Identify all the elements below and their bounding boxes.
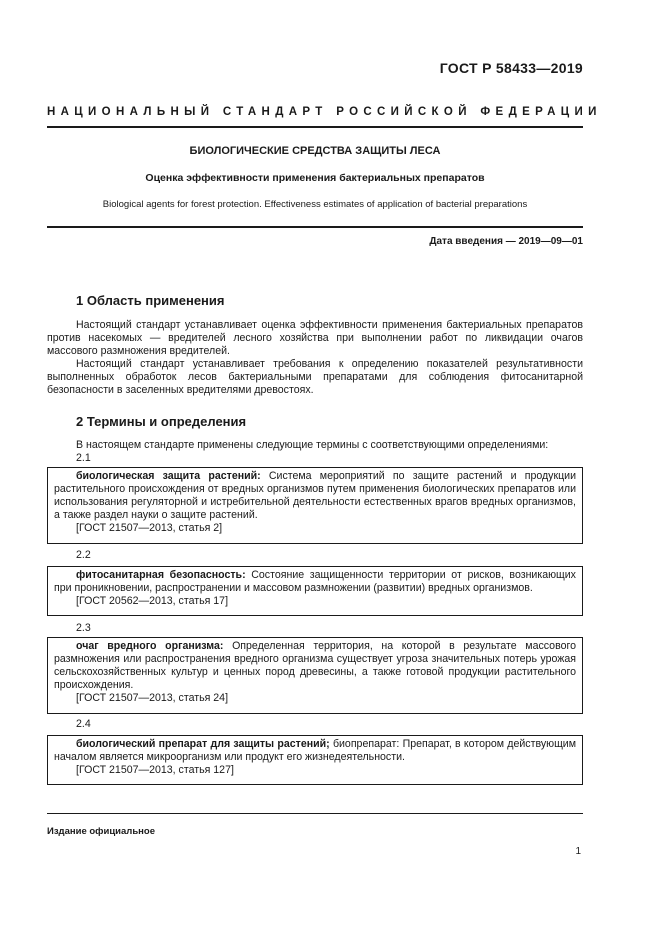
- term-number: 2.3: [76, 622, 91, 634]
- section-2-heading: 2 Термины и определения: [76, 414, 247, 429]
- term-box-pest-focus: [47, 637, 583, 714]
- national-standard-banner: НАЦИОНАЛЬНЫЙ СТАНДАРТ РОССИЙСКОЙ ФЕДЕРАЦИИ: [47, 106, 602, 118]
- term-source: [ГОСТ 21507—2013, статья 2]: [76, 522, 223, 534]
- term-synonym: биопрепарат:: [332, 738, 400, 750]
- term-name: биологический препарат для защиты растений;: [76, 738, 330, 750]
- document-title: БИОЛОГИЧЕСКИЕ СРЕДСТВА ЗАЩИТЫ ЛЕСА: [189, 145, 441, 157]
- term-box-biological-preparation: [47, 735, 583, 785]
- term-definition: Препарат, в котором действующим началом является микроорганизм или продукт его жизнедеятельности.: [54, 738, 576, 763]
- term-number: 2.1: [76, 452, 91, 464]
- header-rule: [47, 126, 583, 128]
- term-definition: Система мероприятий по защите растений и продукции растительного происхождения от вредных организмов путем применения биологических препаратов или использования регуляторной и истребительной деятельности естественных врагов вредных организмов, а также раздел науки о защите растений.: [54, 470, 577, 521]
- term-source: [ГОСТ 21507—2013, статья 127]: [76, 764, 234, 776]
- term-name: очаг вредного организма:: [76, 640, 224, 652]
- official-edition-label: Издание официальное: [47, 826, 155, 837]
- term-box-biological-protection: [47, 467, 583, 544]
- section-1-heading: 1 Область применения: [76, 293, 225, 308]
- document-title-english: Biological agents for forest protection. Effectiveness estimates of application of bacterial preparations: [102, 199, 528, 210]
- section-1-paragraph-2: [47, 358, 583, 397]
- section-1-paragraph-2-text: Настоящий стандарт устанавливает требования к определению показателей результативности выполненных обработок лесов бактериальными препаратами для соблюдения фитосанитарной безопасности в заселенных вредителями древостоях.: [47, 358, 583, 396]
- introduction-date: Дата введения — 2019—09—01: [429, 236, 583, 247]
- section-1-paragraph-1-text: Настоящий стандарт устанавливает оценка эффективности применения бактериальных препаратов против насекомых — вредителей лесного хозяйства при выполнении работ по ликвидации очагов массового размножения вредителей.: [47, 319, 583, 357]
- section-1-paragraph-1: [47, 319, 583, 358]
- title-rule: [47, 226, 583, 228]
- term-number: 2.2: [76, 549, 91, 561]
- term-source: [ГОСТ 21507—2013, статья 24]: [76, 692, 229, 704]
- term-definition: Определенная территория, на которой в результате массового размножения или распространения вредного организма существует угроза значительных потерь урожая сельскохозяйственных культур и ценных пород древесины, а также готовой продукции растительного происхождения.: [54, 640, 576, 691]
- term-name: биологическая защита растений:: [76, 470, 261, 482]
- page-number: 1: [575, 846, 581, 857]
- footer-rule: [47, 813, 583, 814]
- document-subtitle: Оценка эффективности применения бактериальных препаратов: [145, 172, 485, 184]
- term-name: фитосанитарная безопасность:: [76, 569, 246, 581]
- term-box-phytosanitary-safety: [47, 566, 583, 616]
- term-source: [ГОСТ 20562—2013, статья 17]: [76, 595, 229, 607]
- term-definition: Состояние защищенности территории от рисков, возникающих при проникновении, распространении и массовом размножении (развитии) вредных организмов.: [54, 569, 576, 594]
- document-number: ГОСТ Р 58433—2019: [439, 60, 583, 76]
- section-2-intro: В настоящем стандарте применены следующие термины с соответствующими определениями:: [76, 439, 549, 451]
- term-number: 2.4: [76, 718, 91, 730]
